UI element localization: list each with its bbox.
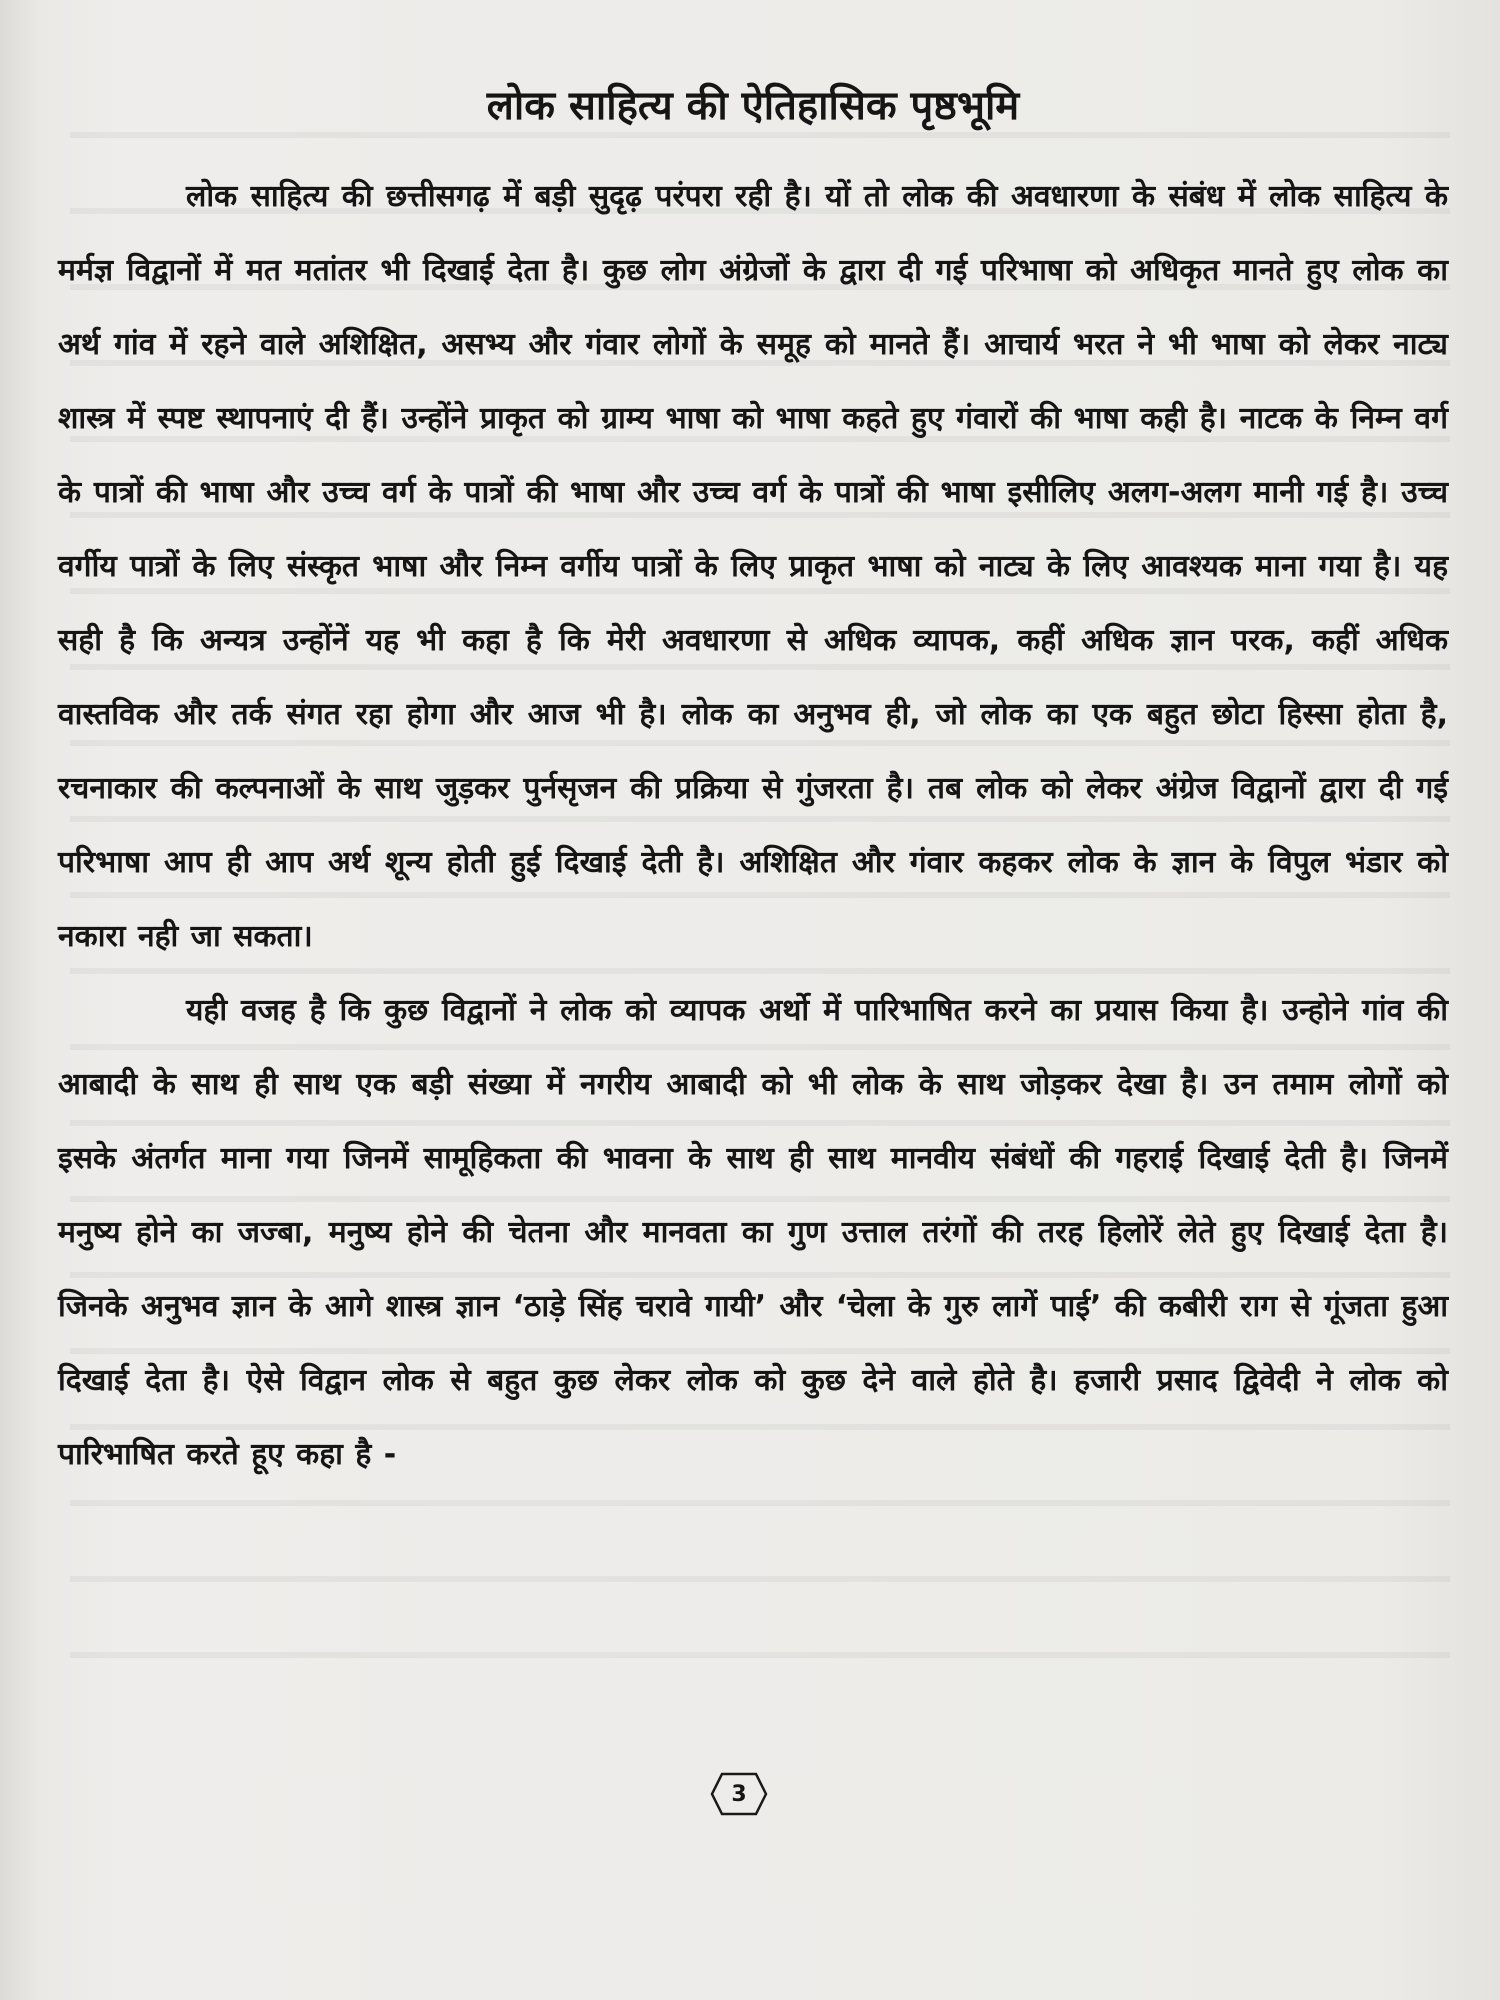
page-number <box>710 1772 768 1816</box>
page-number-label: 3 <box>731 1781 747 1807</box>
page-title: लोक साहित्य की ऐतिहासिक पृष्ठभूमि <box>486 83 1020 129</box>
paragraph-1: लोक साहित्य की छत्तीसगढ़ में बड़ी सुदृढ़ परंपरा रही है। यों तो लोक की अवधारणा के संबंध में लोक साहित्य के मर्मज्ञ विद्वानों में मत मतांतर भी दिखाई देता है। कुछ लोग अंग्रेजों के द्वारा दी गई परिभाषा को अधिकृत मानते हुए लोक का अर्थ गांव में रहने वाले अशिक्षित, असभ्य और गंवार लोगों के समूह को मानते हैं। आचार्य भरत ने भी भाषा को लेकर नाट्य शास्त्र में स्पष्ट स्थापनाएं दी हैं। उन्होंने प्राकृत को ग्राम्य भाषा को भाषा कहते हुए गंवारों की भाषा कही है। नाटक के निम्न वर्ग के पात्रों की भाषा और उच्च वर्ग के पात्रों की भाषा और उच्च वर्ग के पात्रों की भाषा इसीलिए अलग-अलग मानी गई है। उच्च वर्गीय पात्रों के लिए संस्कृत भाषा और निम्न वर्गीय पात्रों के लिए प्राकृत भाषा को नाट्य के लिए आवश्यक माना गया है। यह सही है कि अन्यत्र उन्होंनें यह भी कहा है कि मेरी अवधारणा से अधिक व्यापक, कहीं अधिक ज्ञान परक, कहीं अधिक वास्तविक और तर्क संगत रहा होगा और आज भी है। लोक का अनुभव ही, जो लोक का एक बहुत छोटा हिस्सा होता है, रचनाकार की कल्पनाओं के साथ जुड़कर पुर्नसृजन की प्रक्रिया से गुंजरता है। तब लोक को लेकर अंग्रेज विद्वानों द्वारा दी गई परिभाषा आप ही आप अर्थ शून्य होती हुई दिखाई देती है। अशिक्षित और गंवार कहकर लोक के ज्ञान के विपुल भंडार को नकारा नही जा सकता। <box>58 179 1448 954</box>
paragraph-2: यही वजह है कि कुछ विद्वानों ने लोक को व्यापक अर्थो में पारिभाषित करने का प्रयास किया है। उन्होने गांव की आबादी के साथ ही साथ एक बड़ी संख्या में नगरीय आबादी को भी लोक के साथ जोड़कर देखा है। उन तमाम लोगों को इसके अंतर्गत माना गया जिनमें सामूहिकता की भावना के साथ ही साथ मानवीय संबंधों की गहराई दिखाई देती है। जिनमें मनुष्य होने का जज्बा, मनुष्य होने की चेतना और मानवता का गुण उत्ताल तरंगों की तरह हिलोरें लेते हुए दिखाई देता है। जिनके अनुभव ज्ञान के आगे शास्त्र ज्ञान ‘ठाड़े सिंह चरावे गायी’ और ‘चेला के गुरु लागें पाई’ की कबीरी राग से गूंजता हुआ दिखाई देता है। ऐसे विद्वान लोक से बहुत कुछ लेकर लोक को कुछ देने वाले होते है। हजारी प्रसाद द्विवेदी ने लोक को पारिभाषित करते हूए कहा है - <box>58 993 1448 1472</box>
